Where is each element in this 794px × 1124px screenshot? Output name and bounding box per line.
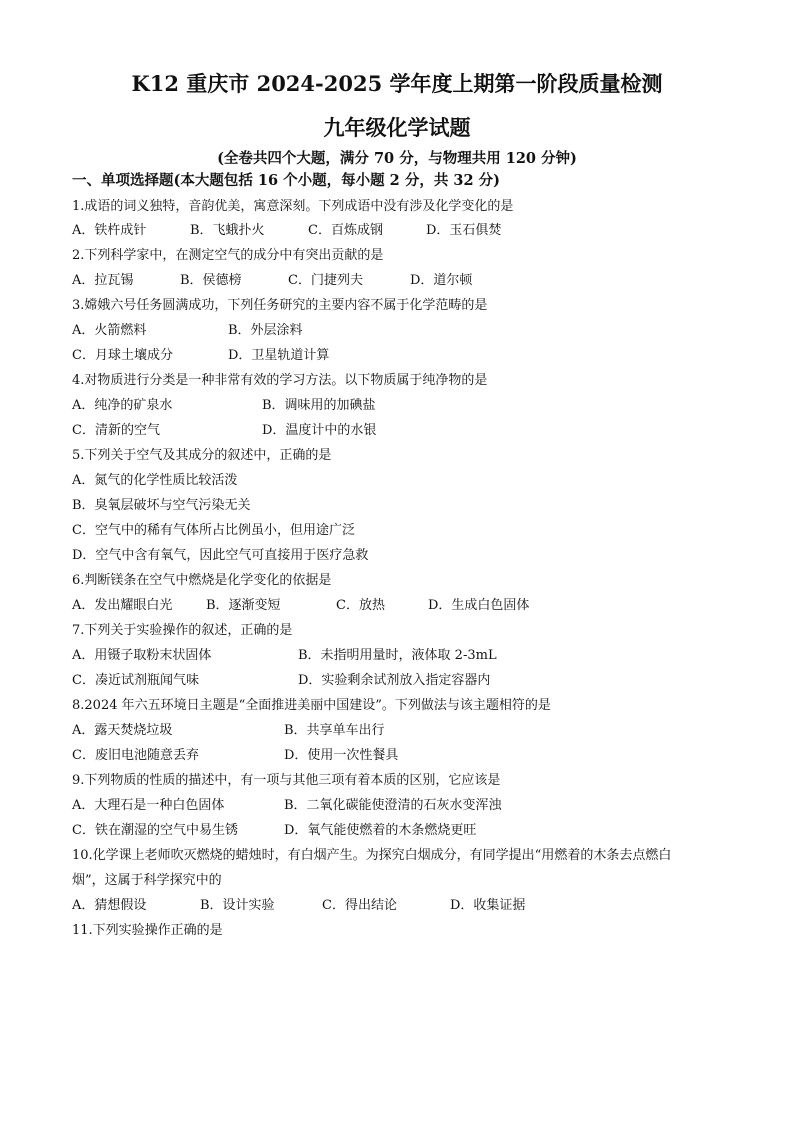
q2-option-b: B．侯德榜 [180,273,242,288]
question-9-stem: 9.下列物质的性质的描述中，有一项与其他三项有着本质的区别，它应该是 [72,773,501,788]
question-4-stem: 4.对物质进行分类是一种非常有效的学习方法。以下物质属于纯净物的是 [72,373,488,388]
q9-option-d: D．氧气能使燃着的木条燃烧更旺 [284,823,477,838]
q3-option-a: A．火箭燃料 [72,323,147,338]
q7-option-d: D．实验剩余试剂放入指定容器内 [298,673,491,688]
q6-option-d: D．生成白色固体 [428,598,530,613]
q3-option-c: C．月球土壤成分 [72,348,173,363]
q1-option-d: D．玉石俱焚 [426,223,502,238]
question-3-stem: 3.嫦娥六号任务圆满成功，下列任务研究的主要内容不属于化学范畴的是 [72,298,488,313]
q5-option-c: C．空气中的稀有气体所占比例虽小，但用途广泛 [72,523,355,538]
q2-option-c: C．门捷列夫 [288,273,363,288]
q7-option-b: B．未指明用量时，液体取 2-3mL [298,648,497,663]
q2-option-d: D．道尔顿 [410,273,473,288]
q5-option-b: B．臭氧层破坏与空气污染无关 [72,498,251,513]
question-7-stem: 7.下列关于实验操作的叙述，正确的是 [72,623,293,638]
q10-option-c: C．得出结论 [322,898,397,913]
question-11-stem: 11.下列实验操作正确的是 [72,923,223,938]
q8-option-d: D．使用一次性餐具 [284,748,399,763]
q8-option-a: A．露天焚烧垃圾 [72,723,173,738]
exam-title: K12 重庆市 2024-2025 学年度上期第一阶段质量检测 [131,71,663,96]
q1-option-c: C．百炼成钢 [308,223,383,238]
q3-option-b: B．外层涂料 [228,323,303,338]
q6-option-b: B．逐渐变短 [206,598,281,613]
question-5-stem: 5.下列关于空气及其成分的叙述中，正确的是 [72,448,332,463]
q3-option-d: D．卫星轨道计算 [228,348,330,363]
exam-subtitle: 九年级化学试题 [323,115,471,140]
q1-option-a: A．铁杵成针 [72,223,147,238]
question-6-stem: 6.判断镁条在空气中燃烧是化学变化的依据是 [72,573,332,588]
q4-option-b: B．调味用的加碘盐 [262,398,376,413]
q10-option-a: A．猜想假设 [72,898,147,913]
q10-option-b: B．设计实验 [200,898,275,913]
q5-option-d: D．空气中含有氧气，因此空气可直接用于医疗急救 [72,548,369,563]
q6-option-a: A．发出耀眼白光 [72,598,173,613]
q10-option-d: D．收集证据 [450,898,526,913]
question-10-stem-line2: 烟”，这属于科学探究中的 [72,873,222,888]
q9-option-a: A．大理石是一种白色固体 [72,798,225,813]
q2-option-a: A．拉瓦锡 [72,273,134,288]
q4-option-a: A．纯净的矿泉水 [72,398,173,413]
q5-option-a: A．氮气的化学性质比较活泼 [72,473,238,488]
q9-option-c: C．铁在潮湿的空气中易生锈 [72,823,238,838]
q7-option-c: C．凑近试剂瓶闻气味 [72,673,199,688]
question-2-stem: 2.下列科学家中，在测定空气的成分中有突出贡献的是 [72,248,384,263]
section-heading: 一、单项选择题(本大题包括 16 个小题，每小题 2 分，共 32 分) [72,172,500,189]
q1-option-b: B．飞蛾扑火 [190,223,265,238]
question-10-stem-line1: 10.化学课上老师吹灭燃烧的蜡烛时，有白烟产生。为探究白烟成分，有同学提出“用燃着的木条去点燃白 [72,848,672,863]
question-1-stem: 1.成语的词义独特，音韵优美，寓意深刻。下列成语中没有涉及化学变化的是 [72,199,514,214]
q4-option-d: D．温度计中的水银 [262,423,377,438]
q4-option-c: C．清新的空气 [72,423,160,438]
q8-option-c: C．废旧电池随意丢弃 [72,748,199,763]
question-8-stem: 8.2024 年六五环境日主题是“全面推进美丽中国建设”。下列做法与该主题相符的是 [72,698,551,713]
q7-option-a: A．用镊子取粉末状固体 [72,648,212,663]
q9-option-b: B．二氧化碳能使澄清的石灰水变浑浊 [284,798,502,813]
exam-note: (全卷共四个大题，满分 70 分，与物理共用 120 分钟) [217,150,577,167]
q6-option-c: C．放热 [336,598,385,613]
q8-option-b: B．共享单车出行 [284,723,385,738]
